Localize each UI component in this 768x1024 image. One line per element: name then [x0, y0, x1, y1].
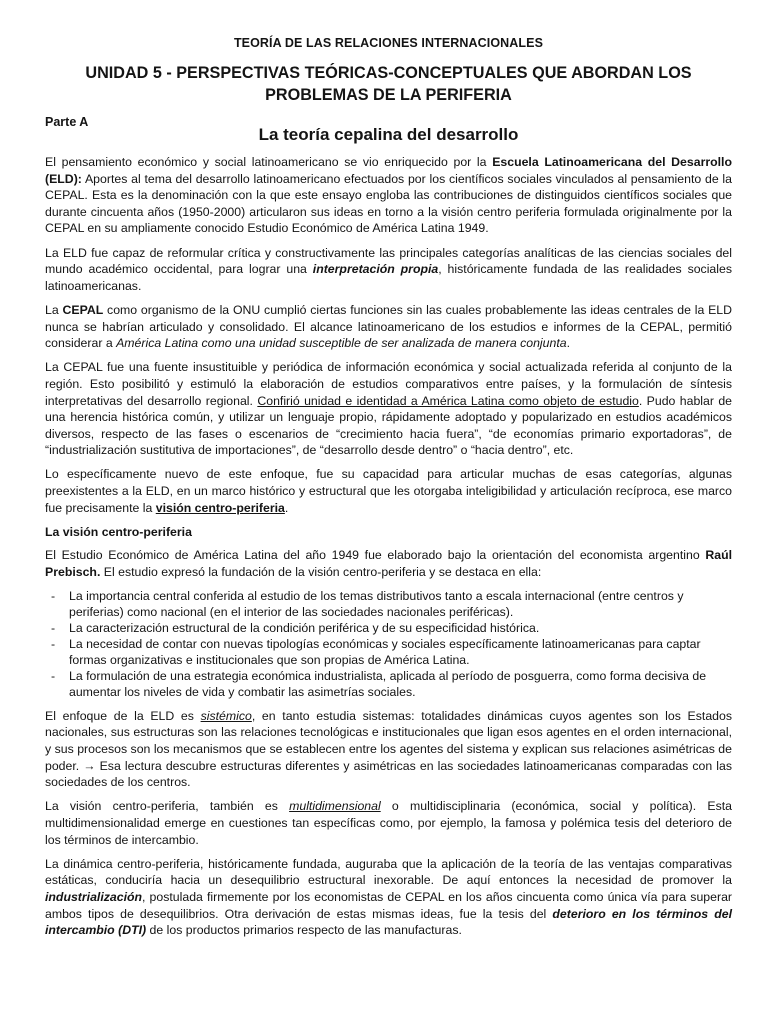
paragraph-information-source: La CEPAL fue una fuente insustituible y periódica de información económica y social actualizada referida al conjunto de la región. Esto posibilitó y estimuló la elaboración de estudios comparativos entre países, y la formulación de síntesis interpretativas del desarrollo regional. Confirió unidad e identidad a América Latina como objeto de estudio. Pudo hablar de una herencia histórica común, y utilizar un lenguaje propio, rápidamente adoptado y popularizado en estudios académicos diversos, respecto de las fases o escenarios de “crecimiento hacia fuera”, “de economías primario exportadoras”, de “industrialización sustitutiva de importaciones”, de “desarrollo desde dentro” o “hacia dentro”, etc. — [45, 360, 733, 458]
paragraph-reformulation: La ELD fue capaz de reformular crítica y constructivamente las principales categorías analíticas de las ciencias sociales del mundo académico occidental, para lograr una interpretación propia, históricamente fundada de las realidades sociales latinoamericanas. — [45, 245, 732, 293]
paragraph-systemic: El enfoque de la ELD es sistémico, en tanto estudia sistemas: totalidades dinámicas cuyos agentes son los Estados nacionales, sus estructuras son las relaciones tecnológicas e institucionales que ligan esos agentes en el orden internacional, y sus procesos son los mecanismos que se establecen entre los agentes del sistema y explican sus relaciones asimétricas de poder. → Esa lectura descubre estructuras diferentes y asimétricas en las sociedades latinoamericanas comparadas con las sociedades de los centros. — [45, 708, 732, 790]
list-item: - La formulación de una estrategia económica industrialista, aplicada al período de posguerra, como forma decisiva de aumentar los niveles de vida y combatir las asimetrías sociales. — [51, 669, 707, 700]
paragraph-new-approach: Lo específicamente nuevo de este enfoque, fue su capacidad para articular muchas de esas categorías, algunas preexistentes a la ELD, en un marco histórico y estructural que les otorgaba inteligibilidad y articulación recíproca, ese marco fue precisamente la visión centro-periferia. — [45, 467, 732, 515]
highlights-list — [45, 588, 732, 700]
course-title: TEORÍA DE LAS RELACIONES INTERNACIONALES — [233, 36, 544, 50]
paragraph-eld: El pensamiento económico y social latinoamericano se vio enriquecido por la Escuela Latinoamericana del Desarrollo (ELD): Aportes al tema del desarrollo latinoamericano efectuados por los científicos sociales vinculados al pensamiento de la CEPAL. Esta es la denominación con la que este ensayo engloba las contribuciones de distinguidos científicos sociales que durante cincuenta años (1950-2000) articularon sus ideas en torno a la visión centro periferia formulada originalmente por la CEPAL en su ampliamente conocido Estudio Económico de América Latina 1949. — [45, 155, 732, 236]
subheading-centro-periferia: La visión centro-periferia — [45, 524, 192, 539]
unit-title — [45, 62, 732, 106]
list-item: - La importancia central conferida al estudio de los temas distributivos tanto a escala internacional (entre centros y periferias) como nacional (en el interior de las sociedades nacionales periféricas). — [51, 589, 684, 620]
list-item: - La caracterización estructural de la condición periférica y de su especificidad histórica. — [51, 621, 540, 636]
paragraph-cepal: La CEPAL como organismo de la ONU cumplió ciertas funciones sin las cuales probablemente las ideas centrales de la ELD nunca se habrían articulado y consolidado. El alcance latinoamericano de los estudios e informes de la CEPAL, permitió considerar a América Latina como una unidad susceptible de ser analizada de manera conjunta. — [45, 302, 732, 351]
paragraph-multidimensional: La visión centro-periferia, también es multidimensional o multidisciplinaria (económica, social y política). Esta multidimensionalidad emerge en cuestiones tan específicas como, por ejemplo, la famosa y polémica tesis del deterioro de los términos de intercambio. — [45, 799, 732, 847]
unit-title-line-2: PROBLEMAS DE LA PERIFERIA — [265, 86, 512, 104]
unit-title-line-1: UNIDAD 5 - PERSPECTIVAS TEÓRICAS-CONCEPTUALES QUE ABORDAN LOS — [85, 64, 692, 82]
list-item: - La necesidad de contar con nuevas tipologías económicas y sociales específicamente latinoamericanas para captar formas organizativas e institucionales que son propias de América Latina. — [51, 637, 701, 668]
paragraph-prebisch: El Estudio Económico de América Latina del año 1949 fue elaborado bajo la orientación del economista argentino Raúl Prebisch. El estudio expresó la fundación de la visión centro-periferia y se destaca en ella: — [45, 548, 732, 580]
paragraph-industrialization: La dinámica centro-periferia, históricamente fundada, auguraba que la aplicación de la teoría de las ventajas comparativas estáticas, conduciría hacia un desequilibrio estructural inexorable. De aquí entonces la necesidad de promover la industrialización, postulada firmemente por los economistas de CEPAL en los años cincuenta como única vía para superar ambos tipos de desequilibrios. Otra derivación de estas mismas ideas, fue la tesis del deterioro en los términos del intercambio (DTI) de los productos primarios respecto de las manufacturas. — [45, 856, 732, 938]
section-title: La teoría cepalina del desarrollo — [258, 125, 519, 144]
part-label: Parte A — [45, 115, 89, 129]
